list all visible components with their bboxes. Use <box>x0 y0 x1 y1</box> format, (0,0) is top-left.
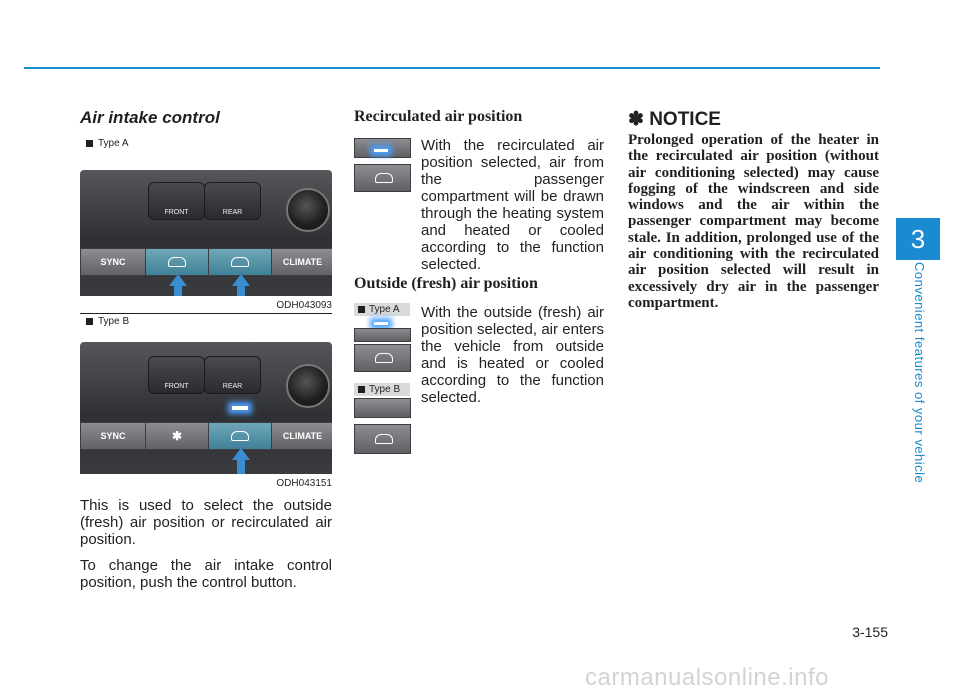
chapter-tab: 3 <box>896 218 940 260</box>
button-strip <box>354 398 411 418</box>
header-rule <box>24 67 880 69</box>
figure-code: ODH043151 <box>276 478 332 489</box>
climate-panel <box>80 170 332 296</box>
paragraph: This is used to select the outside (fresh) air position or recirculated air position. <box>80 497 332 548</box>
car-air-intake-icon <box>231 431 249 441</box>
square-bullet-icon <box>358 386 365 393</box>
climate-panel <box>80 342 332 474</box>
square-bullet-icon <box>86 318 93 325</box>
climate-button[interactable]: CLIMATE <box>271 422 332 450</box>
car-air-intake-icon <box>375 434 393 444</box>
figure-type-a <box>80 136 332 314</box>
square-bullet-icon <box>358 306 365 313</box>
temperature-knob[interactable] <box>286 188 330 232</box>
front-defrost-button[interactable]: FRONT <box>148 356 205 394</box>
fresh-air-button <box>354 344 411 372</box>
indicator-light <box>374 149 388 152</box>
section-title: Air intake control <box>80 108 220 127</box>
fresh-air-button[interactable] <box>208 248 272 276</box>
recirculate-button[interactable] <box>145 248 209 276</box>
type-a-label: Type A <box>354 303 410 316</box>
rear-defrost-button[interactable]: REAR <box>204 356 261 394</box>
air-intake-button <box>354 424 411 454</box>
recirculate-button <box>354 164 411 192</box>
notice-title: ✽ NOTICE <box>628 109 721 130</box>
up-arrow-icon <box>232 274 250 286</box>
figure-type-label <box>80 136 332 151</box>
page-number: 3-155 <box>852 624 888 640</box>
front-defrost-button[interactable]: FRONT <box>148 182 205 220</box>
button-strip <box>354 328 411 342</box>
outside-heading: Outside (fresh) air position <box>354 275 538 292</box>
arrow-shaft <box>174 286 182 296</box>
up-arrow-icon <box>232 448 250 460</box>
car-fresh-air-icon <box>231 257 249 267</box>
sync-button[interactable]: SYNC <box>80 248 146 276</box>
car-recirculate-icon <box>375 173 393 183</box>
figure-code: ODH043093 <box>276 300 332 311</box>
figure-type-b <box>80 314 332 494</box>
figure-type-label <box>80 314 332 329</box>
fan-button[interactable] <box>145 422 209 450</box>
recirculated-text: With the recirculated air position selected, air from the passenger compartment will be drawn through the heating system and heated or cooled according to the function selected. <box>421 137 604 273</box>
type-b-label: Type B <box>354 383 410 396</box>
rear-defrost-button[interactable]: REAR <box>204 182 261 220</box>
outside-text: With the outside (fresh) air position selected, air enters the vehicle from outside and is heated or cooled according to the function selected. <box>421 304 604 406</box>
indicator-light <box>232 406 248 410</box>
section-body <box>80 497 332 600</box>
air-intake-button[interactable] <box>208 422 272 450</box>
paragraph: To change the air intake control position, push the control button. <box>80 557 332 591</box>
recirculated-figure <box>354 138 411 194</box>
chapter-title: Convenient features of your vehicle <box>912 262 927 484</box>
up-arrow-icon <box>169 274 187 286</box>
watermark: carmanualsonline.info <box>585 664 829 691</box>
type-label: Type B <box>98 316 130 327</box>
arrow-shaft <box>237 286 245 296</box>
car-fresh-air-icon <box>375 353 393 363</box>
notice-text: Prolonged operation of the heater in the recirculated air position (without air conditioning selected) may cause fogging of the windscreen and side windows and the air within the passenger compartment may become stale. In addition, prolonged use of the air conditioning with the recirculated air position selected will result in excessively dry air in the passenger compartment. <box>628 132 879 311</box>
indicator-light <box>374 322 388 325</box>
button-strip <box>354 138 411 158</box>
square-bullet-icon <box>86 140 93 147</box>
fan-icon: ✱ <box>171 429 183 443</box>
arrow-shaft <box>237 460 245 474</box>
climate-button[interactable]: CLIMATE <box>271 248 332 276</box>
recirculated-heading: Recirculated air position <box>354 108 523 125</box>
fresh-air-figure-b <box>354 398 411 456</box>
temperature-knob[interactable] <box>286 364 330 408</box>
fresh-air-figure-a <box>354 318 411 374</box>
car-recirculate-icon <box>168 257 186 267</box>
type-label: Type A <box>98 138 129 149</box>
sync-button[interactable]: SYNC <box>80 422 146 450</box>
